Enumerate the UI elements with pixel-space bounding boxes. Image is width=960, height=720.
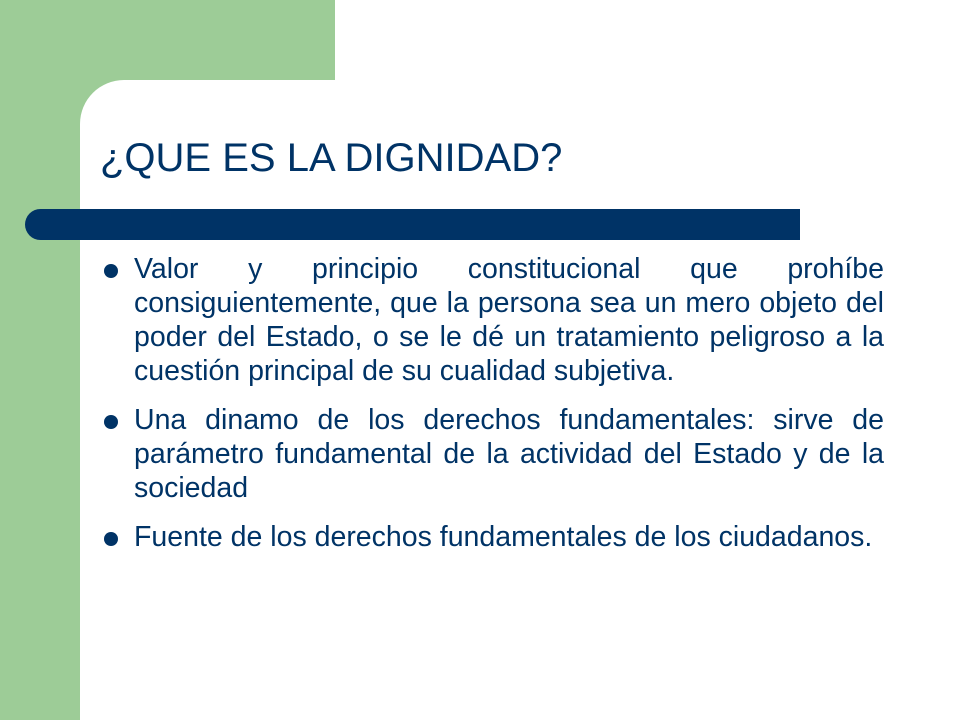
bullet-dot-icon — [104, 532, 118, 546]
bullet-dot-icon — [104, 415, 118, 429]
bullet-text: Una dinamo de los derechos fundamentales: sirve de parámetro fundamental de la actividad del Estado y de la sociedad — [134, 404, 884, 504]
bullet-item — [100, 403, 884, 505]
bullet-dot-icon — [104, 264, 118, 278]
bullet-text: Valor y principio constitucional que prohíbe consiguientemente, que la persona sea un mero objeto del poder del Estado, o se le dé un tratamiento peligroso a la cuestión principal de su cualidad subjetiva. — [134, 253, 884, 387]
title-underline-bar — [25, 209, 800, 240]
bullet-item — [100, 252, 884, 388]
bullet-item — [100, 520, 884, 554]
bullet-list — [100, 252, 884, 569]
bullet-text: Fuente de los derechos fundamentales de los ciudadanos. — [134, 521, 873, 553]
slide-title: ¿QUE ES LA DIGNIDAD? — [100, 136, 563, 180]
